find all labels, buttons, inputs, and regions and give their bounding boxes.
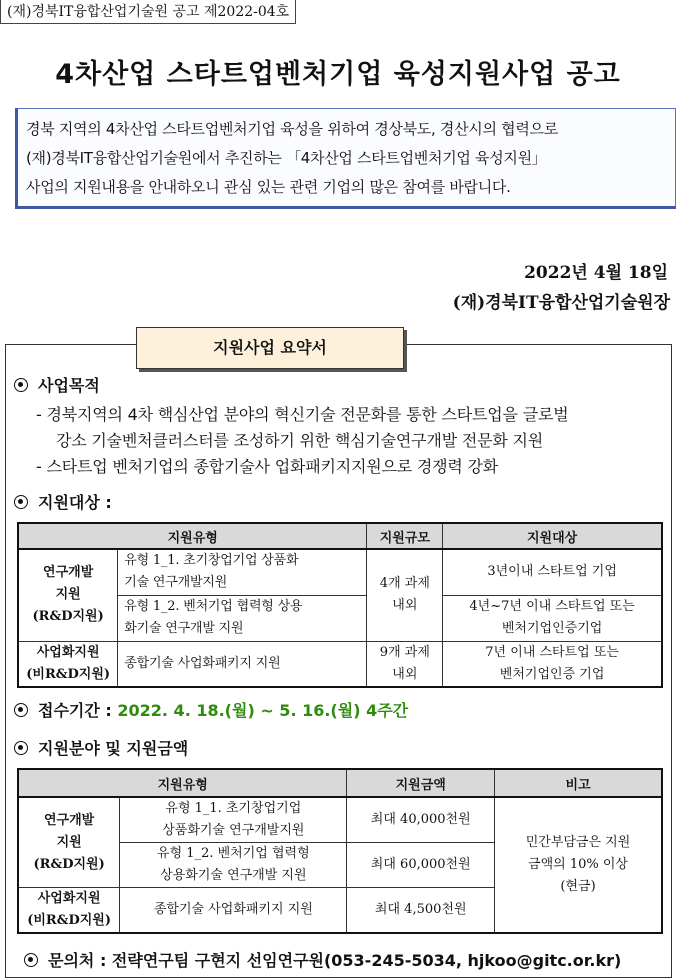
amount-cell bbox=[347, 888, 495, 934]
category-cell bbox=[18, 797, 120, 888]
contact-line bbox=[24, 948, 621, 971]
amount-table bbox=[17, 768, 663, 934]
category-label: 지원 bbox=[55, 587, 81, 603]
scale-text: 내외 bbox=[392, 666, 418, 682]
target-bullet-icon bbox=[24, 953, 38, 967]
scale-text: 내외 bbox=[392, 598, 418, 614]
type-cell bbox=[120, 797, 347, 843]
notice-number: (재)경북IT융합산업기술원 공고 제2022-04호 bbox=[0, 0, 296, 24]
type-text: 상품화기술 연구개발지원 bbox=[162, 823, 305, 838]
table-header-row bbox=[18, 523, 662, 549]
contact-text: 문의처 : 전략연구팀 구현지 선임연구원(053-245-5034, hjkoo@gitc.or.kr) bbox=[48, 951, 622, 970]
category-label: (R&D지원) bbox=[32, 609, 104, 625]
type-text: 화기술 연구개발 지원 bbox=[124, 621, 244, 636]
column-header: 비고 bbox=[495, 769, 662, 797]
target-text: 7년 이내 스타트업 또는 bbox=[485, 644, 619, 660]
table-header-row bbox=[18, 769, 662, 797]
purpose-heading bbox=[14, 373, 100, 396]
type-text: 유형 1_2. 벤처기업 협력형 상용 bbox=[124, 599, 303, 614]
target-table bbox=[17, 522, 663, 688]
amount-cell bbox=[347, 843, 495, 888]
column-header: 지원규모 bbox=[367, 523, 443, 549]
target-cell bbox=[443, 595, 662, 641]
purpose-heading-text: 사업목적 bbox=[38, 376, 100, 395]
target-bullet-icon bbox=[14, 495, 28, 509]
scale-text: 9개 과제 bbox=[379, 644, 430, 660]
type-text: 상용화기술 연구개발 지원 bbox=[160, 868, 307, 883]
type-text: 종합기술 사업화패키지 지원 bbox=[153, 902, 313, 917]
column-header: 지원유형 bbox=[18, 523, 367, 549]
note-text: 금액의 10% 이상 bbox=[528, 857, 628, 872]
amount-cell bbox=[347, 797, 495, 843]
type-text: 기술 연구개발지원 bbox=[124, 575, 228, 591]
intro-box bbox=[15, 108, 676, 209]
notice-date: 2022년 4월 18일 bbox=[524, 263, 668, 283]
table-row bbox=[18, 797, 662, 843]
category-label: 지원 bbox=[56, 834, 82, 850]
category-cell bbox=[18, 549, 118, 641]
column-header: 지원대상 bbox=[443, 523, 662, 549]
type-text: 종합기술 사업화패키지 지원 bbox=[124, 655, 281, 671]
field-heading bbox=[14, 736, 188, 759]
target-cell bbox=[443, 641, 662, 687]
category-label: 연구개발 bbox=[44, 812, 95, 828]
amount-text: 최대 60,000천원 bbox=[370, 857, 471, 872]
type-cell bbox=[118, 595, 367, 641]
target-text: 벤처기업인증기업 bbox=[501, 621, 603, 636]
type-text: 유형 1_2. 벤처기업 협력형 bbox=[157, 846, 310, 861]
target-text: 4년~7년 이내 스타트업 또는 bbox=[469, 599, 635, 614]
target-text: 3년이내 스타트업 기업 bbox=[487, 564, 617, 580]
target-bullet-icon bbox=[14, 741, 28, 755]
table-row bbox=[18, 549, 662, 595]
page-title: 4차산업 스타트업벤처기업 육성지원사업 공고 bbox=[55, 59, 621, 90]
note-cell bbox=[495, 797, 662, 933]
purpose-line: - 스타트업 벤처기업의 종합기술사 업화패키지지원으로 경쟁력 강화 bbox=[36, 457, 499, 476]
category-label: (비R&D지원) bbox=[26, 666, 111, 682]
intro-line: 경북 지역의 4차산업 스타트업벤처기업 육성을 위하여 경상북도, 경산시의 협력으로 bbox=[26, 120, 558, 138]
field-heading-text: 지원분야 및 지원금액 bbox=[38, 739, 189, 758]
type-text: 유형 1_1. 초기창업기업 bbox=[165, 801, 302, 816]
target-bullet-icon bbox=[14, 378, 28, 392]
category-label: (비R&D지원) bbox=[27, 913, 112, 928]
amount-text: 최대 4,500천원 bbox=[374, 902, 467, 917]
type-text: 유형 1_1. 초기창업기업 상품화 bbox=[124, 553, 299, 569]
target-bullet-icon bbox=[14, 703, 28, 717]
note-text: 민간부담금은 지원 bbox=[525, 835, 631, 850]
target-cell bbox=[443, 549, 662, 595]
purpose-line: 강소 기술벤처클러스터를 조성하기 위한 핵심기술연구개발 전문화 지원 bbox=[56, 431, 543, 450]
scale-cell bbox=[367, 549, 443, 641]
intro-line: 사업의 지원내용을 안내하오니 관심 있는 관련 기업의 많은 참여를 바랍니다. bbox=[26, 178, 511, 196]
type-cell bbox=[120, 888, 347, 934]
target-text: 벤처기업인증 기업 bbox=[499, 666, 605, 682]
target-heading bbox=[14, 490, 112, 513]
column-header: 지원금액 bbox=[347, 769, 495, 797]
summary-title: 지원사업 요약서 bbox=[136, 327, 404, 369]
category-cell bbox=[18, 888, 120, 934]
scale-cell bbox=[367, 641, 443, 687]
type-cell bbox=[118, 549, 367, 595]
intro-line: (재)경북IT융합산업기술원에서 추진하는 「4차산업 스타트업벤처기업 육성지원」 bbox=[26, 149, 547, 167]
note-text: (현금) bbox=[560, 879, 596, 894]
target-heading-text: 지원대상 : bbox=[38, 493, 112, 512]
period-heading-text: 접수기간 : bbox=[38, 701, 112, 720]
column-header: 지원유형 bbox=[18, 769, 347, 797]
period-heading bbox=[14, 698, 408, 721]
purpose-line: - 경북지역의 4차 핵심산업 분야의 혁신기술 전문화를 통한 스타트업을 글로벌 bbox=[36, 405, 569, 424]
type-cell bbox=[120, 843, 347, 888]
category-label: 사업화지원 bbox=[37, 891, 101, 906]
category-label: 사업화지원 bbox=[36, 644, 100, 660]
category-label: (R&D지원) bbox=[33, 856, 105, 872]
category-label: 연구개발 bbox=[43, 565, 94, 581]
issuer-name: (재)경북IT융합산업기술원장 bbox=[452, 293, 670, 313]
category-cell bbox=[18, 641, 118, 687]
period-value: 2022. 4. 18.(월) ~ 5. 16.(월) 4주간 bbox=[117, 701, 409, 720]
type-cell bbox=[118, 641, 367, 687]
scale-text: 4개 과제 bbox=[379, 576, 430, 592]
table-row bbox=[18, 641, 662, 687]
amount-text: 최대 40,000천원 bbox=[370, 812, 471, 827]
